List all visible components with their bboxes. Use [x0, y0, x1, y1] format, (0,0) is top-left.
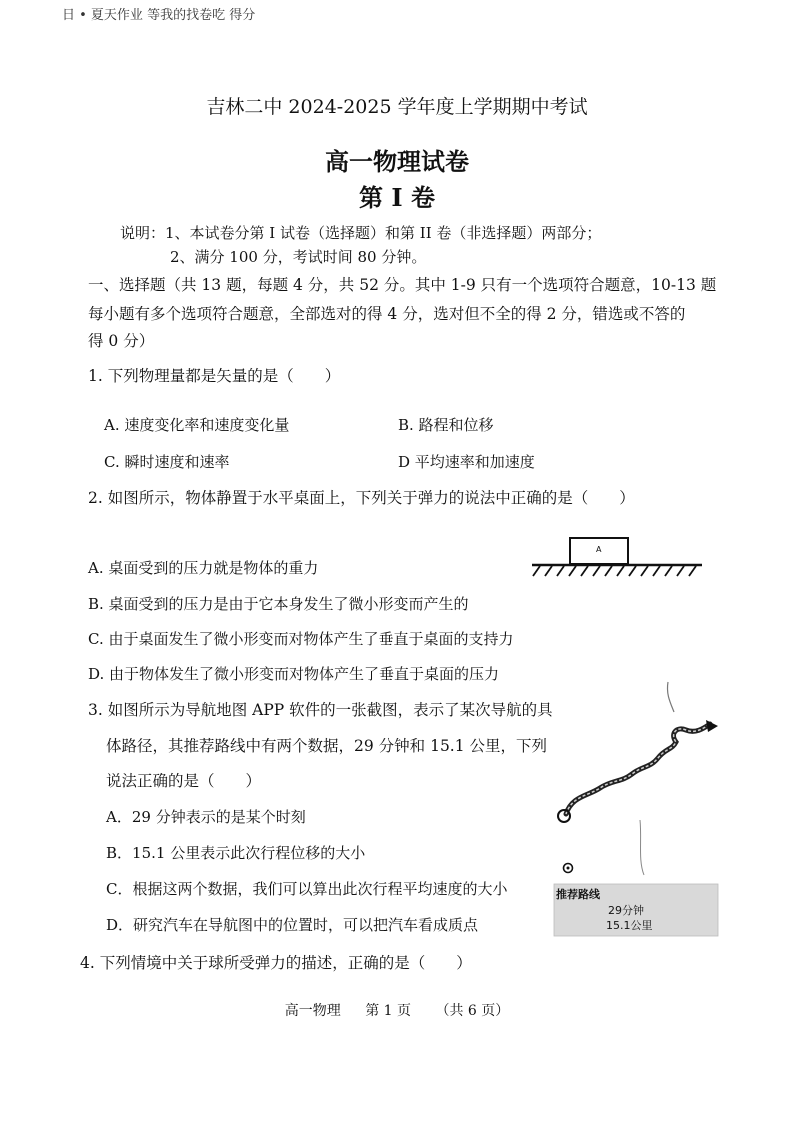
- section1-line-1: 一、选择题（共 13 题，每题 4 分，共 52 分。其中 1-9 只有一个选项符合题意，10-13 题: [88, 276, 717, 294]
- page-footer: [0, 1000, 794, 1020]
- q3-stem-line-1: 3. 如图所示为导航地图 APP 软件的一张截图，表示了某次导航的具: [88, 701, 553, 719]
- q1-option-d: D 平均速率和加速度: [398, 453, 535, 471]
- q3-option-c: C．根据这两个数据，我们可以算出此次行程平均速度的大小: [106, 880, 508, 898]
- section1-line-3: 得 0 分）: [88, 332, 155, 350]
- q3-option-a: A．29 分钟表示的是某个时刻: [106, 808, 306, 826]
- q1-option-c: C. 瞬时速度和速率: [104, 453, 230, 471]
- route-panel-title: 推荐路线: [556, 888, 600, 901]
- footer-total: （共 6 页）: [435, 1003, 510, 1019]
- q2-option-d: D. 由于物体发生了微小形变而对物体产生了垂直于桌面的压力: [88, 665, 500, 683]
- q1-option-a: A. 速度变化率和速度变化量: [104, 416, 290, 434]
- block-label: A: [596, 545, 602, 554]
- navigation-route: [566, 724, 710, 814]
- q2-option-c: C. 由于桌面发生了微小形变而对物体产生了垂直于桌面的支持力: [88, 630, 514, 648]
- school-title: 吉林二中 2024-2025 学年度上学期期中考试: [206, 96, 588, 118]
- section1-line-2: 每小题有多个选项符合题意，全部选对的得 4 分，选对但不全的得 2 分，错选或不答的: [88, 305, 686, 323]
- route-distance: 15.1公里: [606, 919, 653, 932]
- footer-subject: 高一物理: [284, 1003, 341, 1019]
- footer-page: 第 1 页: [365, 1003, 411, 1019]
- q3-option-d: D．研究汽车在导航图中的位置时，可以把汽车看成质点: [106, 916, 479, 934]
- q2-option-a: A. 桌面受到的压力就是物体的重力: [88, 559, 319, 577]
- q4-stem: 4. 下列情境中关于球所受弹力的描述，正确的是（ ）: [80, 954, 472, 972]
- q1-option-b: B. 路程和位移: [398, 416, 494, 434]
- map-road-line: [667, 682, 674, 712]
- map-road-line-2: [640, 820, 644, 875]
- volume-title: 第 I 卷: [359, 183, 435, 212]
- header-note: 日 • 夏天作业 等我的找卷吃 得分: [62, 8, 256, 23]
- q3-option-b: B．15.1 公里表示此次行程位移的大小: [106, 844, 366, 862]
- q3-stem-line-2: 体路径，其推荐路线中有两个数据，29 分钟和 15.1 公里，下列: [106, 737, 548, 755]
- block-on-table-figure: [530, 534, 710, 582]
- q2-option-b: B. 桌面受到的压力是由于它本身发生了微小形变而产生的: [88, 595, 469, 613]
- destination-arrow-icon: [706, 720, 718, 732]
- instructions-line-1: 说明：1、本试卷分第 I 试卷（选择题）和第 II 卷（非选择题）两部分；: [120, 224, 602, 242]
- q2-stem: 2. 如图所示，物体静置于水平桌面上，下列关于弹力的说法中正确的是（ ）: [88, 489, 635, 507]
- q1-stem: 1. 下列物理量都是矢量的是（ ）: [88, 367, 341, 385]
- navigation-map-figure: [548, 670, 724, 940]
- route-time: 29分钟: [608, 904, 644, 917]
- q3-stem-line-3: 说法正确的是（ ）: [106, 772, 262, 790]
- subject-title: 高一物理试卷: [325, 147, 469, 176]
- table-hatching: [533, 566, 696, 576]
- start-point-icon: [558, 810, 570, 822]
- instructions-line-2: 2、满分 100 分，考试时间 80 分钟。: [170, 248, 427, 266]
